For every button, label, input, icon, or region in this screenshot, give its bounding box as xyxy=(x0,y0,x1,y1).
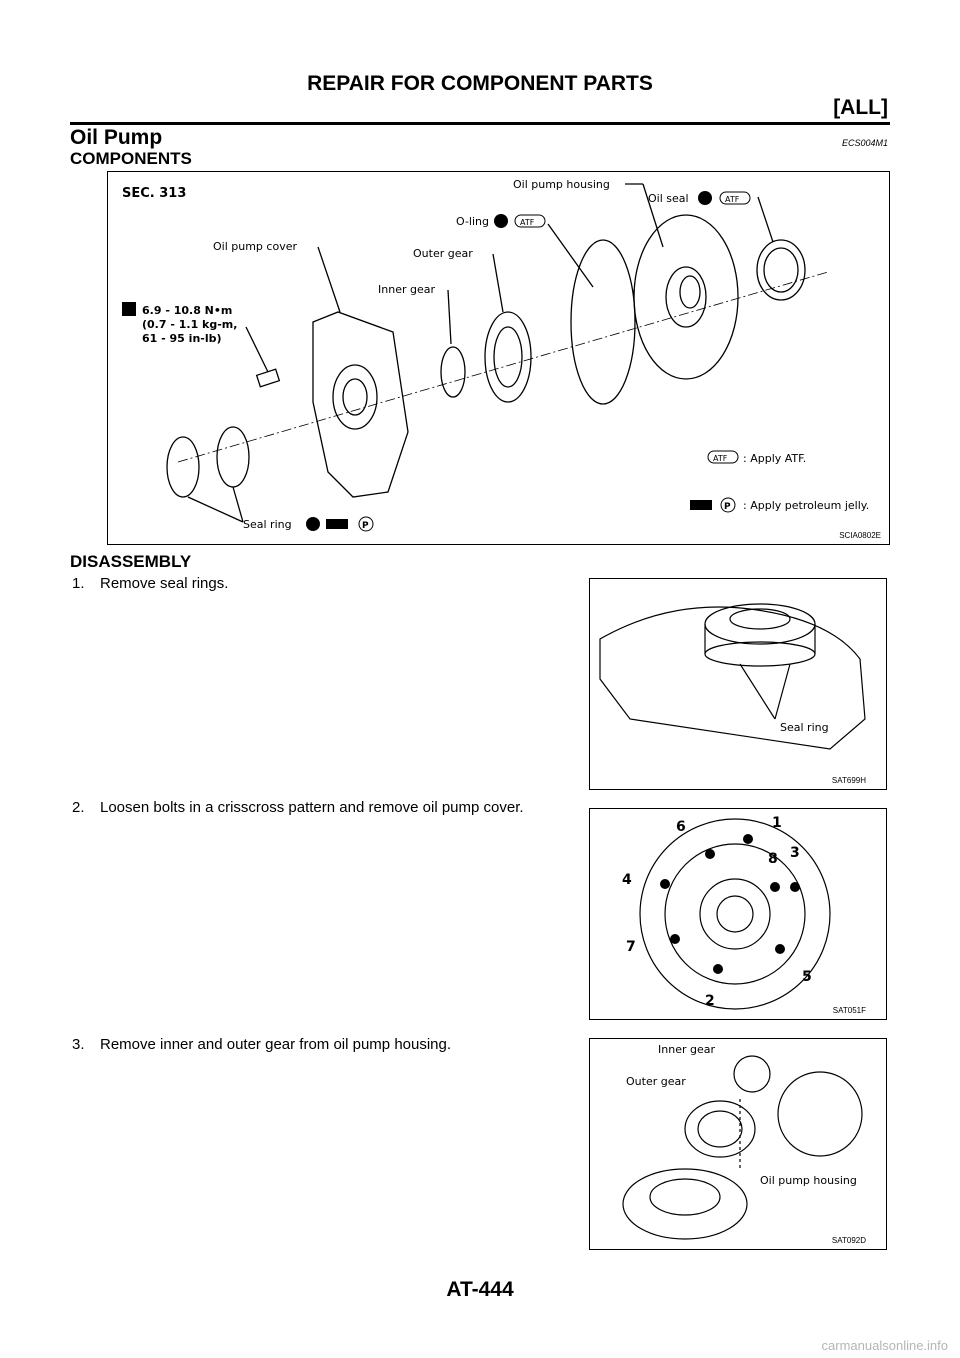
atf-badge: ATF xyxy=(725,195,740,204)
disassembly-title: DISASSEMBLY xyxy=(70,552,192,571)
outer-gear-callout: Outer gear xyxy=(626,1075,686,1088)
bolt-sequence-figure-code: SAT051F xyxy=(832,1006,866,1015)
header-title: REPAIR FOR COMPONENT PARTS xyxy=(307,72,653,95)
components-figure xyxy=(107,171,890,545)
torque-wrench-icon xyxy=(122,302,136,316)
seal-ring-label: Seal ring xyxy=(243,518,292,531)
replace-icon xyxy=(306,517,320,531)
bolt-number: 6 xyxy=(676,819,686,835)
bolt-number: 5 xyxy=(802,969,812,985)
header-rule xyxy=(70,122,890,125)
bolt-number: 4 xyxy=(622,872,632,888)
atf-badge: ATF xyxy=(713,454,728,463)
oil-pump-housing-callout: Oil pump housing xyxy=(760,1174,857,1187)
oil-pump-housing-label: Oil pump housing xyxy=(513,178,610,191)
p-badge: P xyxy=(724,502,731,512)
outer-gear-label: Outer gear xyxy=(413,247,473,260)
section-title: Oil Pump xyxy=(70,126,163,149)
page-number: AT-444 xyxy=(446,1278,514,1301)
bolt-number: 2 xyxy=(705,993,715,1009)
seal-ring-callout: Seal ring xyxy=(780,721,829,734)
section-code: ECS004M1 xyxy=(841,138,888,148)
torque-spec-line3: 61 - 95 in-lb) xyxy=(142,332,222,345)
jelly-icon xyxy=(690,500,712,510)
seal-ring-figure xyxy=(589,578,887,790)
atf-badge: ATF xyxy=(520,218,535,227)
p-badge: P xyxy=(362,521,369,531)
o-ling-label: O-ling xyxy=(456,215,489,228)
step-3: 3. Remove inner and outer gear from oil pump housing. xyxy=(72,1036,452,1053)
bolt-sequence-figure xyxy=(589,808,887,1020)
gear-removal-figure-code: SAT092D xyxy=(831,1236,866,1245)
replace-icon xyxy=(494,214,508,228)
seal-ring-figure-code: SAT699H xyxy=(831,776,866,785)
torque-spec-line2: (0.7 - 1.1 kg-m, xyxy=(142,318,238,331)
torque-spec-line1: 6.9 - 10.8 N•m xyxy=(142,304,233,317)
sec-label: SEC. 313 xyxy=(122,186,187,201)
bolt-number: 8 xyxy=(768,851,778,867)
bolt-number: 3 xyxy=(790,845,800,861)
bolt-number: 1 xyxy=(772,815,782,831)
header-tag: [ALL] xyxy=(833,96,888,119)
watermark: carmanualsonline.info xyxy=(821,1338,948,1353)
bolt-number: 7 xyxy=(626,939,636,955)
legend-atf: : Apply ATF. xyxy=(743,452,807,465)
components-subtitle: COMPONENTS xyxy=(70,149,192,168)
components-figure-code: SCIA0802E xyxy=(839,531,881,540)
step-2: 2. Loosen bolts in a crisscross pattern and remove oil pump cover. xyxy=(72,799,524,816)
components-diagram xyxy=(108,172,889,544)
inner-gear-label: Inner gear xyxy=(378,283,435,296)
inner-gear-callout: Inner gear xyxy=(658,1043,715,1056)
oil-pump-cover-label: Oil pump cover xyxy=(213,240,297,253)
step-1: 1. Remove seal rings. xyxy=(72,575,229,592)
jelly-icon xyxy=(326,519,348,529)
replace-icon xyxy=(698,191,712,205)
legend-jelly: : Apply petroleum jelly. xyxy=(743,499,870,512)
oil-seal-label: Oil seal xyxy=(648,192,689,205)
gear-removal-figure xyxy=(589,1038,887,1250)
